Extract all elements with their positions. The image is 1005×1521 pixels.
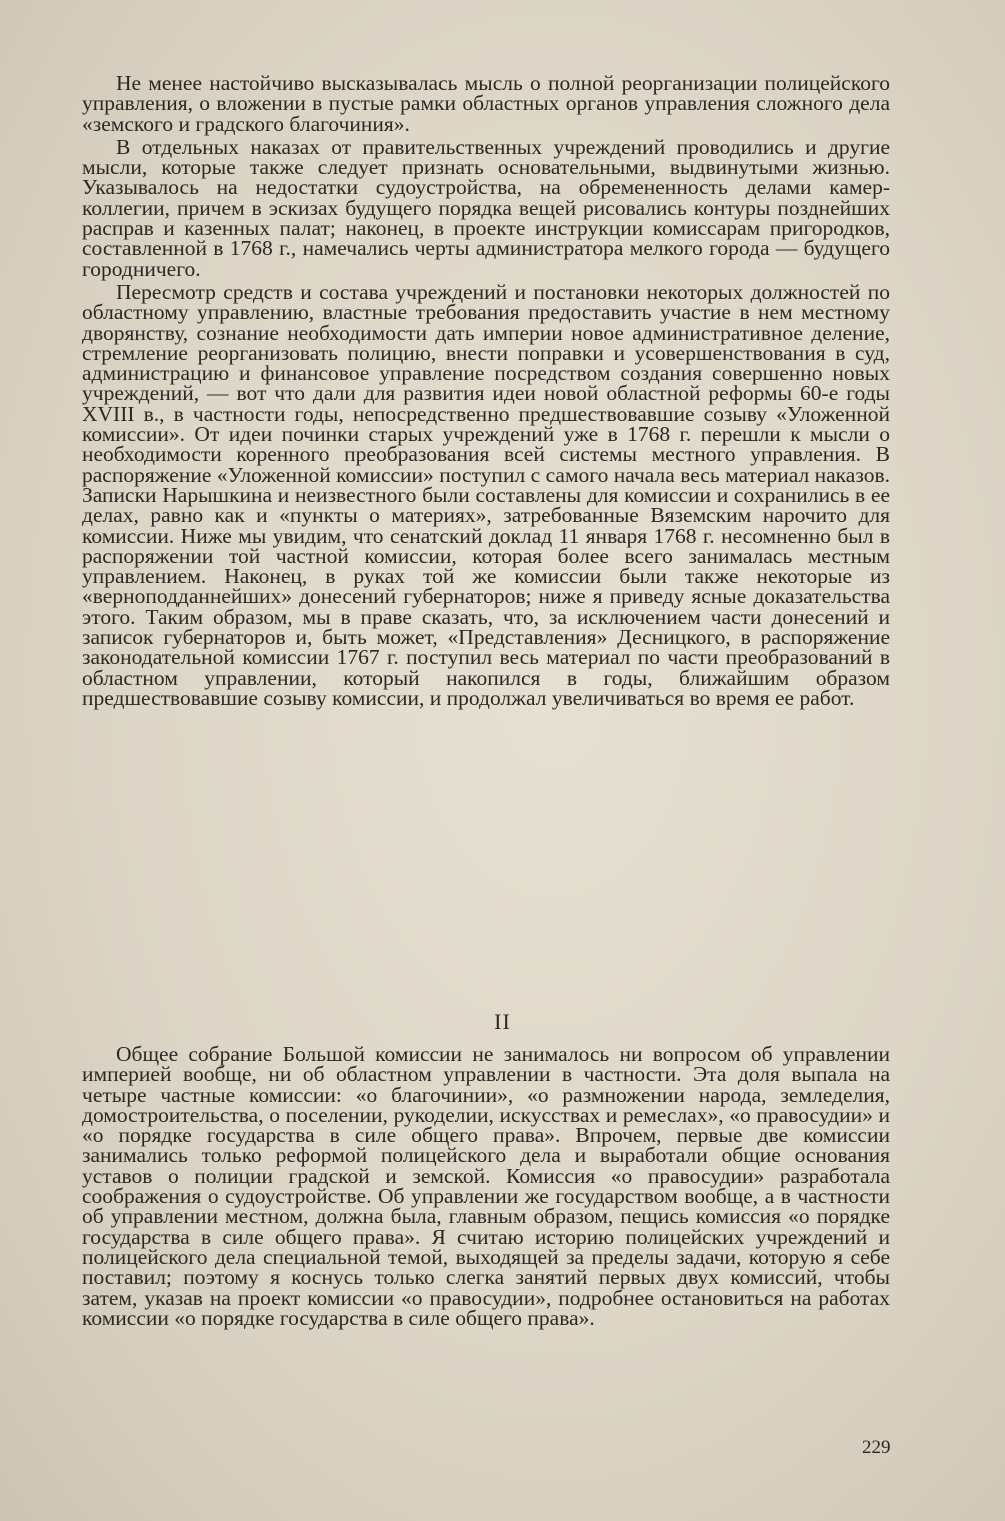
paragraph: Пересмотр средств и состава учреждений и постановки некоторых должностей по областному управлению, властные требования предоставить участие в нем местному дворянству, сознание необходимости дать империи новое административное деление, стремление реорганизовать полицию, внести поправки и усовершенствования в суд, администрацию и финансовое управление посредством создания совершенно новых учреждений, — вот что дали для развития идеи новой областной реформы 60-е годы XVIII в., в частности годы, непосредственно предшествовавшие созыву «Уложенной комиссии». От идеи починки старых учреждений уже в 1768 г. перешли к мысли о необходимости коренного преобразования всей системы местного управления. В распоряжение «Уложенной комиссии» поступил с самого начала весь материал наказов. Записки Нарышкина и неизвестного были составлены для комиссии и сохранились в ее делах, равно как и «пункты о материях», затребованные Вяземским нарочито для комиссии. Ниже мы увидим, что сенатский доклад 11 января 1768 г. несомненно был в распоряжении той частной комиссии, которая более всего занималась местным управлением. Наконец, в руках той же комиссии были также некоторые из «верноподданнейших» донесений губернаторов; ниже я приведу ясные доказательства этого. Таким образом, мы в праве сказать, что, за исключением части донесений и записок губернаторов и, быть может, «Представления» Десницкого, в распоряжение законодательной комиссии 1767 г. поступил весь материал по части преобразований в областном управлении, который накопился в годы, ближайшим образом предшествовавшие созыву комиссии, и продолжал увеличиваться во время ее работ. bbox=[82, 279, 890, 710]
text-section-one bbox=[82, 73, 890, 708]
page-number: 229 bbox=[862, 1437, 891, 1458]
paragraph: Общее собрание Большой комиссии не занималось ни вопросом об управлении империей вообще, ни об областном управлении в частности. Эта доля выпала на четыре частные комиссии: «о благочинии», «о размножении народа, земледелия, домостроительства, о поселении, рукоделии, искусствах и ремеслах», «о правосудии» и «о порядке государства в силе общего права». Впрочем, первые две комиссии занимались только реформой полицейского дела и выработали общие основания уставов о полиции градской и земской. Комиссия «о правосудии» разработала соображения о судоустройстве. Об управлении же государством вообще, а в частности об управлении местном, должна была, главным образом, пещись комиссия «о порядке государства в силе общего права». Я считаю историю полицейских учреждений и полицейского дела специальной темой, выходящей за пределы задачи, которую я себе поставил; поэтому я коснусь только слегка занятий первых двух комиссий, чтобы затем, указав на проект комиссии «о правосудии», подробнее остановиться на работах комиссии «о порядке государства в силе общего права». bbox=[82, 1042, 890, 1330]
paragraph: В отдельных наказах от правительственных учреждений проводились и другие мысли, которые также следует признать основательными, выдвинутыми жизнью. Указывалось на недостатки судоустройства, на обремененность делами камер-коллегии, причем в эскизах будущего порядка вещей рисовались контуры позднейших расправ и казенных палат; наконец, в проекте инструкции комиссарам пригородков, составленной в 1768 г., намечались черты администратора мелкого города — будущего городничего. bbox=[82, 134, 890, 281]
text-section-two bbox=[82, 1044, 890, 1328]
section-heading: II bbox=[494, 1009, 511, 1034]
paragraph: Не менее настойчиво высказывалась мысль о полной реорганизации полицейского управления, о вложении в пустые рамки областных органов управления сложного дела «земского и градского благочиния». bbox=[82, 71, 890, 136]
